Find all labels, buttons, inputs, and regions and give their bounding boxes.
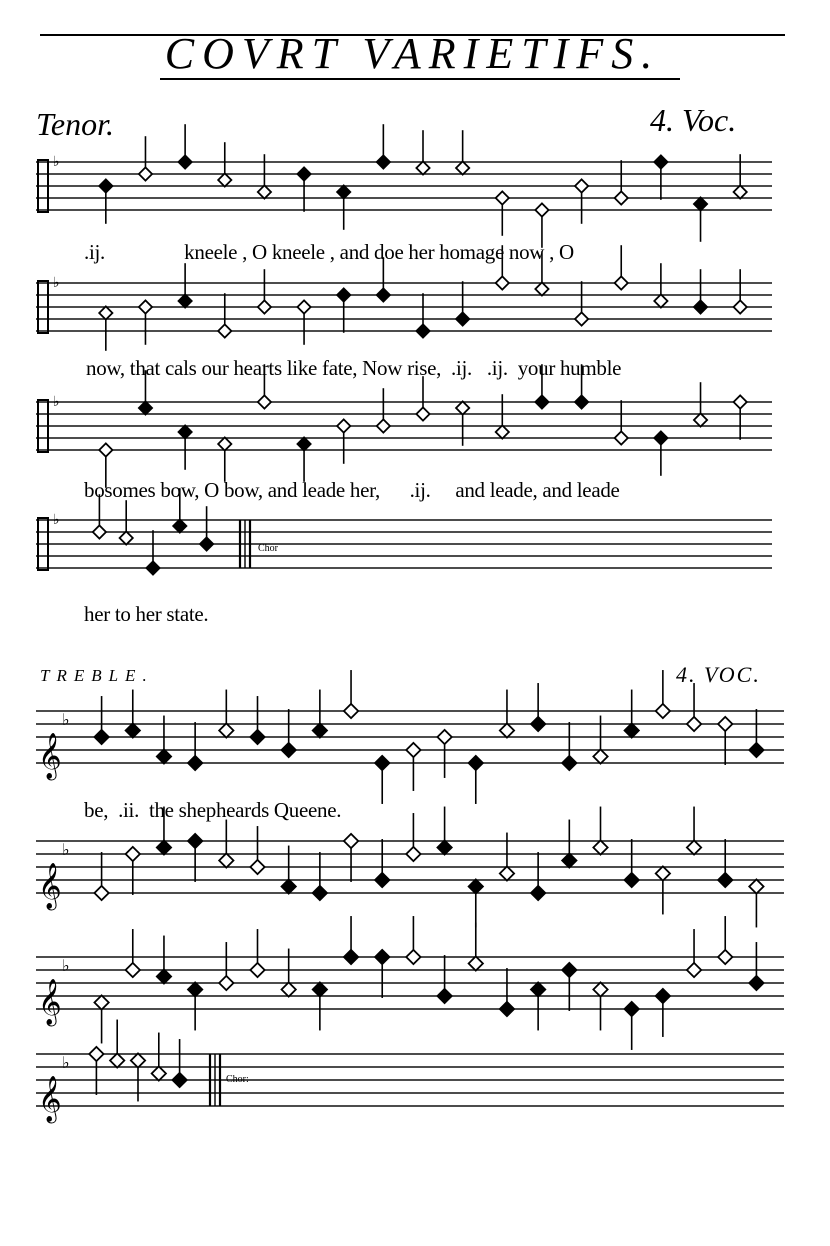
note-head-1-17 (734, 185, 747, 198)
note-head-5-8 (313, 723, 327, 737)
note-head-2-3 (179, 294, 192, 307)
note-head-6-19 (656, 866, 670, 880)
note-head-7-19 (656, 989, 670, 1003)
note-head-8-1 (89, 1047, 103, 1061)
flat-sign-7: ♭ (62, 956, 70, 975)
note-head-7-7 (282, 982, 296, 996)
g-clef-6: 𝄞 (38, 863, 62, 909)
note-head-1-4 (218, 173, 231, 186)
note-head-5-6 (250, 730, 264, 744)
note-head-2-13 (575, 312, 588, 325)
note-head-1-5 (258, 185, 271, 198)
note-head-5-22 (749, 743, 763, 757)
note-head-5-17 (593, 749, 607, 763)
note-head-7-16 (562, 963, 576, 977)
note-head-2-15 (654, 294, 667, 307)
flat-sign-5: ♭ (62, 710, 70, 729)
note-head-6-7 (282, 879, 296, 893)
note-head-5-19 (656, 704, 670, 718)
note-head-5-4 (188, 756, 202, 770)
note-head-5-12 (437, 730, 451, 744)
note-head-8-3 (131, 1053, 145, 1067)
note-head-5-9 (344, 704, 358, 718)
note-head-2-9 (416, 324, 429, 337)
note-head-7-20 (687, 963, 701, 977)
note-head-2-17 (734, 300, 747, 313)
note-head-1-1 (99, 179, 112, 192)
flat-sign-1: ♭ (53, 154, 60, 170)
note-head-1-14 (615, 191, 628, 204)
note-head-5-14 (500, 723, 514, 737)
note-head-3-13 (575, 395, 588, 408)
note-head-1-8 (377, 155, 390, 168)
note-head-6-12 (437, 840, 451, 854)
note-head-4-4 (173, 519, 186, 532)
note-head-5-3 (157, 749, 171, 763)
flat-sign-2: ♭ (53, 275, 60, 291)
flat-sign-6: ♭ (62, 840, 70, 859)
note-head-6-10 (375, 873, 389, 887)
note-head-3-12 (535, 395, 548, 408)
note-head-3-6 (297, 437, 310, 450)
note-head-1-3 (179, 155, 192, 168)
note-head-2-8 (377, 288, 390, 301)
g-clef-5: 𝄞 (38, 733, 62, 779)
flat-sign-8: ♭ (62, 1053, 70, 1072)
note-head-3-3 (179, 425, 192, 438)
note-head-1-10 (456, 161, 469, 174)
treble-chorus-label: Chor: (226, 1074, 249, 1085)
note-head-4-1 (93, 525, 106, 538)
note-head-6-3 (157, 840, 171, 854)
note-head-2-5 (258, 300, 271, 313)
note-head-6-9 (344, 834, 358, 848)
note-head-6-14 (500, 866, 514, 880)
treble-voices-label: 4. VOC. (676, 662, 761, 687)
note-head-1-12 (535, 203, 548, 216)
note-head-6-11 (406, 847, 420, 861)
note-head-3-10 (456, 401, 469, 414)
note-head-6-8 (313, 886, 327, 900)
note-head-3-5 (258, 395, 271, 408)
tenor-lyrics-line-3: bosomes bow, O bow, and leade her, .ij. and leade, and leade (84, 478, 620, 502)
note-head-4-3 (146, 561, 159, 574)
note-head-3-2 (139, 401, 152, 414)
note-head-2-12 (535, 282, 548, 295)
note-head-3-15 (654, 431, 667, 444)
note-head-1-9 (416, 161, 429, 174)
note-head-3-1 (99, 443, 112, 456)
page-title: COVRT VARIETIFS. (164, 29, 661, 78)
note-head-2-11 (496, 276, 509, 289)
note-head-7-17 (593, 982, 607, 996)
note-head-5-1 (94, 730, 108, 744)
note-head-3-14 (615, 431, 628, 444)
tenor-voices-label: 4. Voc. (650, 102, 737, 138)
note-head-6-2 (126, 847, 140, 861)
flat-sign-3: ♭ (53, 394, 60, 410)
note-head-5-7 (282, 743, 296, 757)
note-head-5-2 (126, 723, 140, 737)
note-head-7-13 (469, 956, 483, 970)
note-head-3-4 (218, 437, 231, 450)
note-head-1-6 (297, 167, 310, 180)
tenor-chorus-label: Chor (258, 543, 278, 554)
note-head-2-10 (456, 312, 469, 325)
treble-lyrics-line-1: be, .ii. the shepheards Queene. (84, 798, 342, 822)
note-head-2-14 (615, 276, 628, 289)
note-head-5-15 (531, 717, 545, 731)
note-head-5-21 (718, 717, 732, 731)
note-head-3-8 (377, 419, 390, 432)
note-head-7-8 (313, 982, 327, 996)
note-head-7-12 (437, 989, 451, 1003)
note-head-8-4 (152, 1066, 166, 1080)
note-head-6-16 (562, 853, 576, 867)
note-head-6-17 (593, 840, 607, 854)
note-head-4-5 (200, 537, 213, 550)
note-head-7-2 (126, 963, 140, 977)
note-head-1-2 (139, 167, 152, 180)
note-head-7-11 (406, 950, 420, 964)
note-head-2-6 (297, 300, 310, 313)
tenor-lyrics-line-2: now, that cals our hearts like fate, Now rise, .ij. .ij. your humble (86, 356, 622, 380)
note-head-6-21 (718, 873, 732, 887)
note-head-2-1 (99, 306, 112, 319)
note-head-3-9 (416, 407, 429, 420)
note-head-6-13 (469, 879, 483, 893)
g-clef-7: 𝄞 (38, 979, 62, 1025)
note-head-6-15 (531, 886, 545, 900)
note-head-3-7 (337, 419, 350, 432)
note-head-5-10 (375, 756, 389, 770)
note-head-6-5 (219, 853, 233, 867)
note-head-5-16 (562, 756, 576, 770)
tenor-lyrics-line-4: her to her state. (84, 602, 209, 626)
tenor-lyrics-line-1: .ij. kneele , O kneele , and doe her homage now , O (84, 240, 574, 264)
note-head-3-16 (694, 413, 707, 426)
note-head-7-9 (344, 950, 358, 964)
tenor-part-label: Tenor. (36, 106, 114, 142)
note-head-7-21 (718, 950, 732, 964)
note-head-7-3 (157, 969, 171, 983)
note-head-3-11 (496, 425, 509, 438)
note-head-8-2 (110, 1053, 124, 1067)
note-head-7-22 (749, 976, 763, 990)
note-head-8-5 (172, 1073, 186, 1087)
note-head-2-16 (694, 300, 707, 313)
note-head-1-11 (496, 191, 509, 204)
note-head-5-13 (469, 756, 483, 770)
note-head-5-18 (625, 723, 639, 737)
note-head-7-1 (94, 995, 108, 1009)
note-head-7-15 (531, 982, 545, 996)
note-head-2-7 (337, 288, 350, 301)
note-head-7-10 (375, 950, 389, 964)
note-head-7-6 (250, 963, 264, 977)
note-head-6-1 (94, 886, 108, 900)
note-head-1-15 (654, 155, 667, 168)
note-head-1-13 (575, 179, 588, 192)
note-head-2-2 (139, 300, 152, 313)
note-head-7-18 (625, 1002, 639, 1016)
note-head-6-20 (687, 840, 701, 854)
note-head-5-5 (219, 723, 233, 737)
note-head-7-5 (219, 976, 233, 990)
note-head-4-2 (120, 531, 133, 544)
note-head-2-4 (218, 324, 231, 337)
note-head-7-14 (500, 1002, 514, 1016)
note-head-6-6 (250, 860, 264, 874)
note-head-6-22 (749, 879, 763, 893)
note-head-5-20 (687, 717, 701, 731)
note-head-1-7 (337, 185, 350, 198)
note-head-6-18 (625, 873, 639, 887)
flat-sign-4: ♭ (53, 512, 60, 528)
g-clef-8: 𝄞 (38, 1076, 62, 1122)
note-head-1-16 (694, 197, 707, 210)
note-head-6-4 (188, 834, 202, 848)
note-head-7-4 (188, 982, 202, 996)
note-head-3-17 (734, 395, 747, 408)
note-head-5-11 (406, 743, 420, 757)
treble-part-label: TREBLE. (40, 666, 154, 685)
